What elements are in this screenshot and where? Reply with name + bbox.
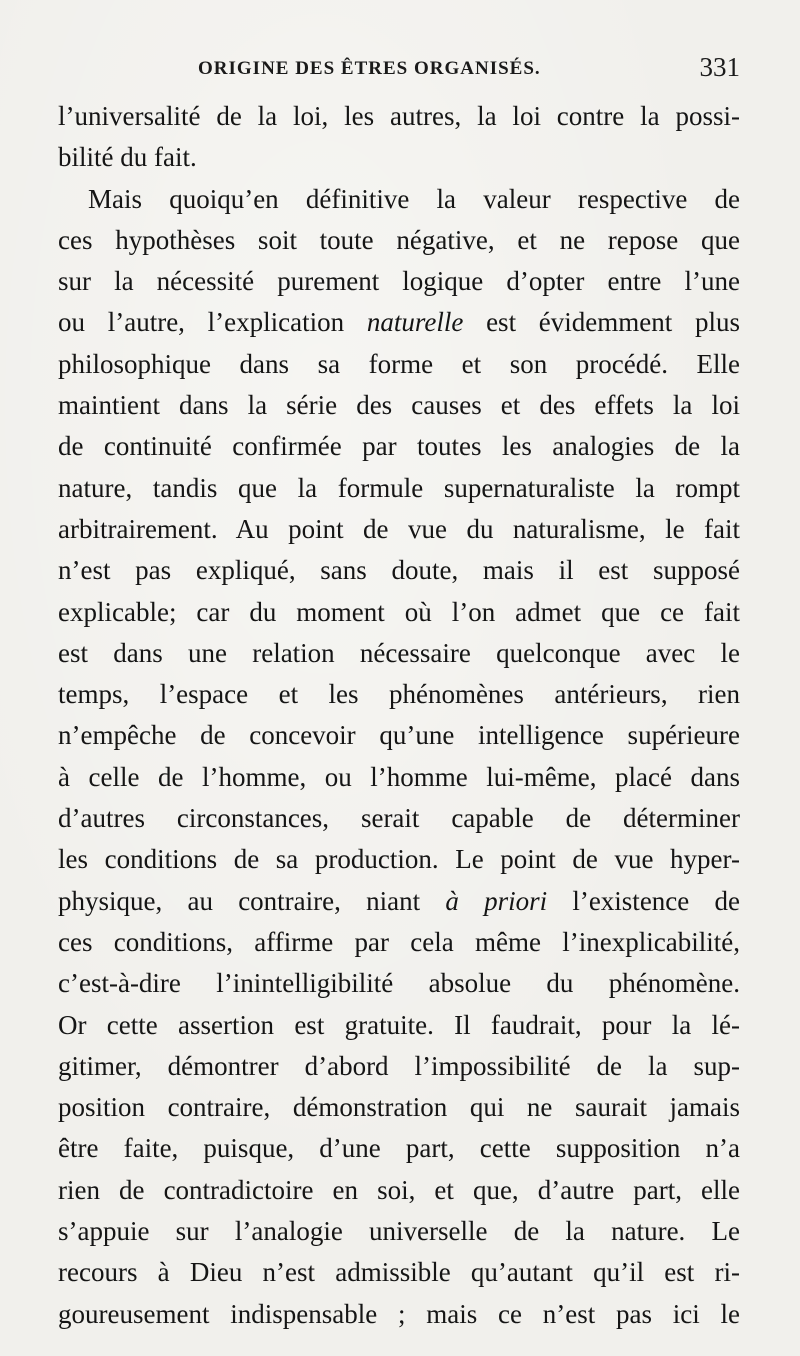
- text-line: ces hypothèses soit toute négative, et ne repose que: [58, 224, 740, 255]
- italic-phrase: à priori: [445, 885, 548, 916]
- page-header: [58, 50, 740, 90]
- text-line: Or cette assertion est gratuite. Il faudrait, pour la lé-: [58, 1009, 740, 1040]
- text-line: philosophique dans sa forme et son procédé. Elle: [58, 348, 740, 379]
- text-line: n’est pas expliqué, sans doute, mais il est supposé: [58, 555, 740, 586]
- text-line: ou l’autre, l’explication naturelle est évidemment plus: [58, 307, 740, 338]
- text-line: gitimer, démontrer d’abord l’impossibilité de la sup-: [58, 1050, 740, 1081]
- text-line: sur la nécessité purement logique d’opter entre l’une: [58, 266, 740, 297]
- text-line: s’appuie sur l’analogie universelle de la nature. Le: [58, 1216, 740, 1247]
- text-line: recours à Dieu n’est admissible qu’autant qu’il est ri-: [58, 1257, 740, 1288]
- text-line: temps, l’espace et les phénomènes antérieurs, rien: [58, 679, 740, 710]
- text-line: maintient dans la série des causes et des effets la loi: [58, 390, 740, 421]
- text-line: d’autres circonstances, serait capable de déterminer: [58, 803, 740, 834]
- text-line: c’est-à-dire l’inintelligibilité absolue du phénomène.: [58, 968, 740, 999]
- text-line: être faite, puisque, d’une part, cette supposition n’a: [58, 1133, 740, 1164]
- text-line: position contraire, démonstration qui ne saurait jamais: [58, 1092, 740, 1123]
- text-line: les conditions de sa production. Le point de vue hyper-: [58, 844, 740, 875]
- text-line: ces conditions, affirme par cela même l’inexplicabilité,: [58, 926, 740, 957]
- text-line: goureusement indispensable ; mais ce n’est pas ici le: [58, 1298, 740, 1329]
- paragraph-start-line: Mais quoiqu’en définitive la valeur respective de: [88, 183, 740, 214]
- text-line: est dans une relation nécessaire quelconque avec le: [58, 637, 740, 668]
- text-line: de continuité confirmée par toutes les analogies de la: [58, 431, 740, 462]
- text-line: nature, tandis que la formule supernaturaliste la rompt: [58, 472, 740, 503]
- text-line: explicable; car du moment où l’on admet que ce fait: [58, 596, 740, 627]
- page-number: 331: [699, 52, 740, 82]
- text-line: rien de contradictoire en soi, et que, d’autre part, elle: [58, 1174, 740, 1205]
- text-line: l’universalité de la loi, les autres, la loi contre la possi-: [58, 101, 740, 131]
- text-line: à celle de l’homme, ou l’homme lui-même, placé dans: [58, 761, 740, 792]
- text-line: n’empêche de concevoir qu’une intelligence supérieure: [58, 720, 740, 751]
- text-line: physique, au contraire, niant à priori l’existence de: [58, 885, 740, 916]
- running-head: ORIGINE DES ÊTRES ORGANISÉS.: [198, 58, 541, 79]
- text-line: arbitrairement. Au point de vue du naturalisme, le fait: [58, 513, 740, 544]
- italic-word: naturelle: [366, 307, 464, 338]
- text-line: bilité du fait.: [58, 142, 197, 173]
- body-text: [58, 96, 740, 1335]
